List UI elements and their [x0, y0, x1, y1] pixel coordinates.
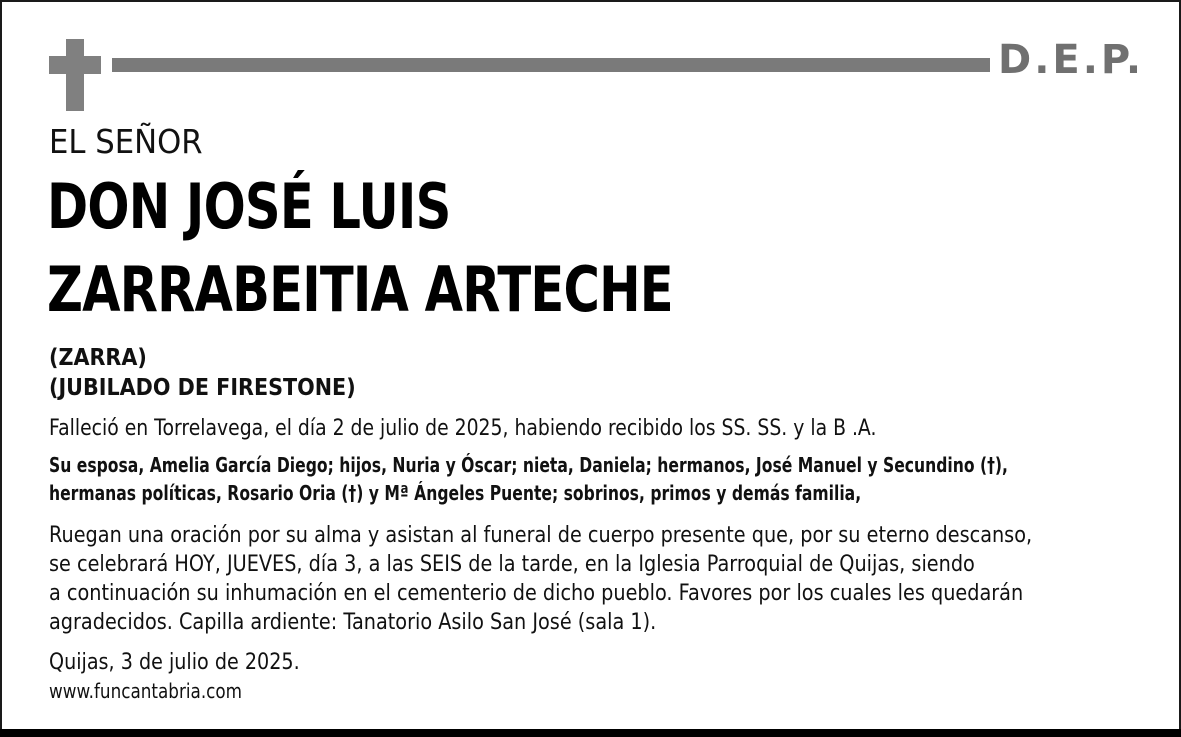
deceased-name-line1: DON JOSÉ LUIS [47, 170, 451, 243]
death-statement: Falleció en Torrelavega, el día 2 de julio de 2025, habiendo recibido los SS. SS. y la B .A. [49, 416, 877, 441]
occupation: (JUBILADO DE FIRESTONE) [49, 375, 356, 401]
nickname: (ZARRA) [49, 345, 147, 371]
funeral-request-line-4: agradecidos. Capilla ardiente: Tanatorio Asilo San José (sala 1). [49, 610, 657, 635]
cross-icon [49, 39, 101, 111]
funeral-request-line-1: Ruegan una oración por su alma y asistan al funeral de cuerpo presente que, por su eterno descanso, [49, 523, 1033, 548]
honorific-prefix: EL SEÑOR [49, 122, 203, 161]
bottom-rule [0, 729, 1181, 737]
family-line-1: Su esposa, Amelia García Diego; hijos, Nuria y Óscar; nieta, Daniela; hermanos, José Manuel y Secundino (†), [49, 453, 1008, 477]
website-link[interactable]: www.funcantabria.com [49, 679, 243, 703]
funeral-request-line-2: se celebrará HOY, JUEVES, día 3, a las SEIS de la tarde, en la Iglesia Parroquial de Quijas, siendo [49, 552, 975, 577]
header-rule [112, 58, 990, 72]
place-and-date: Quijas, 3 de julio de 2025. [49, 650, 300, 675]
deceased-name-line2: ZARRABEITIA ARTECHE [47, 253, 673, 326]
family-line-2: hermanas políticas, Rosario Oria (†) y Mª Ángeles Puente; sobrinos, primos y demás familia, [49, 481, 862, 505]
funeral-request-line-3: a continuación su inhumación en el cementerio de dicho pueblo. Favores por los cuales les quedarán [49, 581, 1024, 606]
dep-label: D.E.P. [998, 37, 1145, 83]
